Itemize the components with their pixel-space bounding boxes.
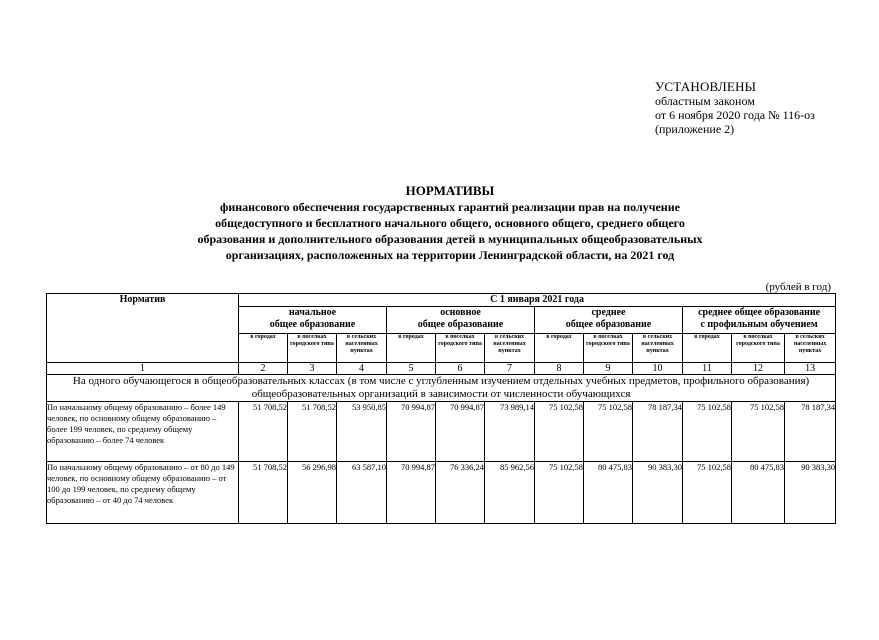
level-line: начальное [288, 307, 337, 318]
column-number: 10 [633, 363, 683, 375]
approval-line-2: от 6 ноября 2020 года № 116-оз [655, 108, 815, 122]
subheader-town: в поселках городского типа [436, 334, 485, 363]
value-cell: 80 475,83 [584, 462, 633, 524]
value-cell: 63 587,10 [337, 462, 387, 524]
value-cell: 75 102,58 [732, 402, 785, 462]
column-number: 1 [47, 363, 239, 375]
column-number: 6 [436, 363, 485, 375]
subheader-rural: в сельских населенных пунктах [337, 334, 387, 363]
level-line: среднее общее образование [698, 307, 821, 318]
document-subtitle-line: образования и дополнительного образования детей в муниципальных общеобразовательных [197, 232, 703, 246]
column-number: 4 [337, 363, 387, 375]
approval-line-1: областным законом [655, 94, 755, 108]
subheader-city: в городах [239, 334, 288, 363]
subheader-rural: в сельских населенных пунктах [633, 334, 683, 363]
value-cell: 73 989,14 [485, 402, 535, 462]
value-cell: 70 994,87 [387, 462, 436, 524]
row-label: По начальному общему образованию – более 149 человек, по основному общему образованию – более 199 человек, по среднему общему образованию – более 74 человек [47, 402, 239, 462]
document-title-block [130, 183, 770, 263]
subheader-rural: в сельских населенных пунктах [785, 334, 836, 363]
subheader-town: в поселках городского типа [584, 334, 633, 363]
level-line: общее образование [417, 319, 504, 330]
subheader-city: в городах [683, 334, 732, 363]
level-line: основное [440, 307, 481, 318]
value-cell: 53 950,85 [337, 402, 387, 462]
value-cell: 90 383,30 [785, 462, 836, 524]
value-cell: 75 102,58 [584, 402, 633, 462]
section-title: На одного обучающегося в общеобразовательных классах (в том числе с углубленным изучением отдельных учебных предметов, профильного образования) общеобразовательных организаций в зависимости от численности обучающихся [47, 375, 836, 402]
column-number: 9 [584, 363, 633, 375]
value-cell: 51 708,52 [239, 462, 288, 524]
column-number: 2 [239, 363, 288, 375]
header-norm: Норматив [47, 294, 239, 363]
document-subtitle-line: общедоступного и бесплатного начального общего, основного общего, среднего общего [215, 216, 685, 230]
approval-title: УСТАНОВЛЕНЫ [655, 79, 757, 94]
value-cell: 85 962,56 [485, 462, 535, 524]
document-subtitle-line: финансового обеспечения государственных гарантий реализации прав на получение [220, 200, 680, 214]
value-cell: 70 994,87 [387, 402, 436, 462]
subheader-town: в поселках городского типа [732, 334, 785, 363]
column-number: 8 [535, 363, 584, 375]
level-line: общее образование [565, 319, 652, 330]
level-line: среднее [591, 307, 626, 318]
norms-table [46, 293, 836, 524]
value-cell: 51 708,52 [288, 402, 337, 462]
value-cell: 75 102,58 [535, 462, 584, 524]
column-number: 7 [485, 363, 535, 375]
row-label: По начальному общему образованию – от 80 до 149 человек, по основному общему образованию – от 100 до 199 человек, по среднему общему образованию – от 40 до 74 человек [47, 462, 239, 524]
value-cell: 75 102,58 [683, 402, 732, 462]
subheader-city: в городах [535, 334, 584, 363]
subheader-rural: в сельских населенных пунктах [485, 334, 535, 363]
value-cell: 56 296,98 [288, 462, 337, 524]
header-level-secondary [535, 307, 683, 334]
level-line: общее образование [269, 319, 356, 330]
header-level-profile [683, 307, 836, 334]
approval-block [655, 80, 815, 136]
level-line: с профильным обучением [700, 319, 818, 330]
value-cell: 76 336,24 [436, 462, 485, 524]
subheader-town: в поселках городского типа [288, 334, 337, 363]
units-note: (рублей в год) [765, 281, 831, 293]
table-row [47, 402, 836, 462]
value-cell: 75 102,58 [535, 402, 584, 462]
approval-line-3: (приложение 2) [655, 122, 735, 136]
column-number: 13 [785, 363, 836, 375]
document-subtitle-line: организациях, расположенных на территории Ленинградской области, на 2021 год [225, 248, 675, 262]
document-title: НОРМАТИВЫ [405, 183, 495, 198]
column-number: 5 [387, 363, 436, 375]
value-cell: 90 383,30 [633, 462, 683, 524]
table-row [47, 462, 836, 524]
value-cell: 75 102,58 [683, 462, 732, 524]
subheader-city: в городах [387, 334, 436, 363]
column-number: 11 [683, 363, 732, 375]
column-number: 3 [288, 363, 337, 375]
value-cell: 78 187,34 [633, 402, 683, 462]
value-cell: 51 708,52 [239, 402, 288, 462]
column-number: 12 [732, 363, 785, 375]
header-level-basic [387, 307, 535, 334]
value-cell: 80 475,83 [732, 462, 785, 524]
value-cell: 78 187,34 [785, 402, 836, 462]
column-numbers-row [47, 363, 836, 375]
header-date: С 1 января 2021 года [239, 294, 836, 307]
header-level-primary [239, 307, 387, 334]
value-cell: 70 994,87 [436, 402, 485, 462]
